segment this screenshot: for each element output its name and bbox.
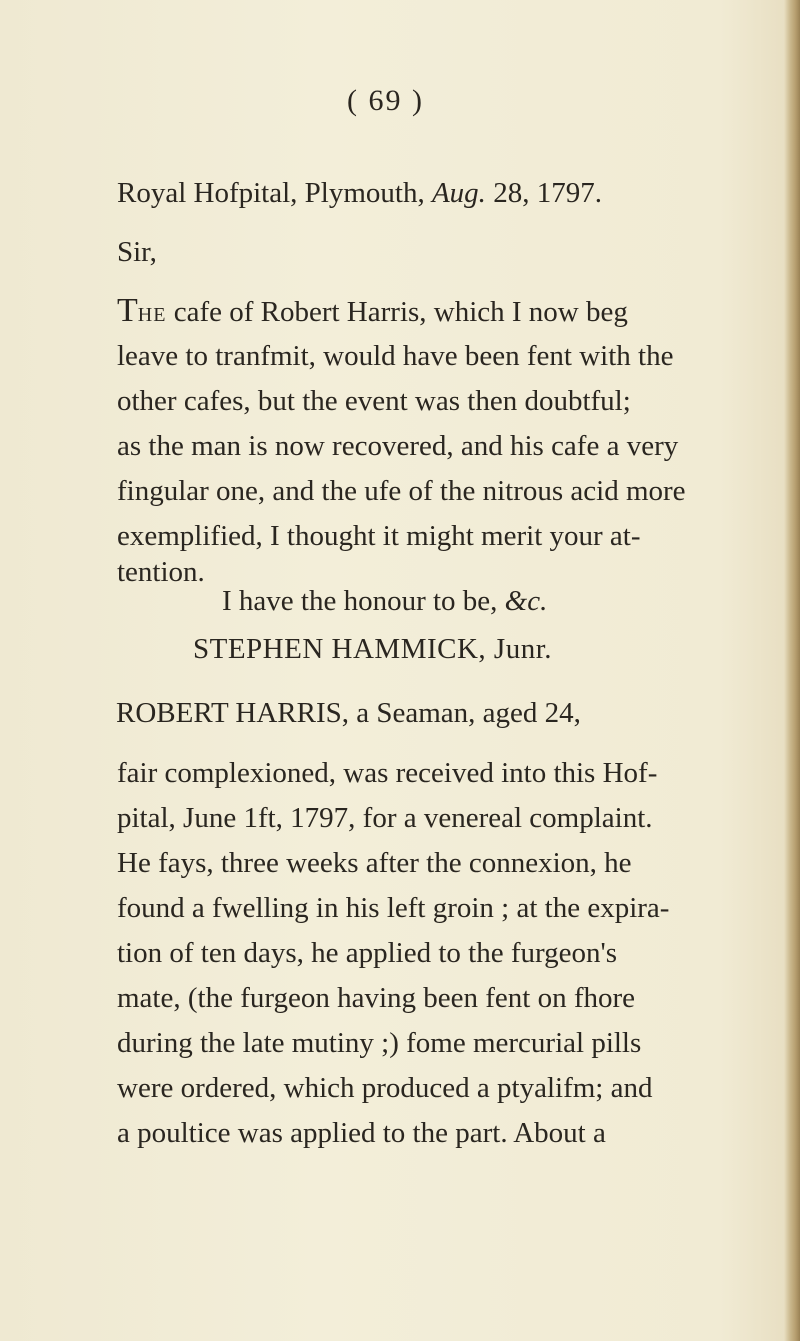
- salutation: Sir,: [117, 236, 157, 268]
- case-line-text: a Seaman, aged 24,: [356, 697, 581, 729]
- letter-heading: [117, 176, 602, 210]
- case-line: a poultice was applied to the part. About a: [117, 1117, 606, 1149]
- heading-place: Royal Hofpital, Plymouth,: [117, 177, 425, 209]
- case-line: during the late mutiny ;) fome mercurial pills: [117, 1027, 642, 1059]
- signature: STEPHEN HAMMICK, Junr.: [193, 633, 553, 665]
- small-caps-word: HE: [137, 304, 167, 326]
- case-line: found a fwelling in his left groin ; at the expira-: [117, 892, 670, 924]
- signoff-text: I have the honour to be,: [222, 585, 498, 617]
- case-line: were ordered, which produced a ptyalifm; and: [117, 1072, 653, 1104]
- letter-line: tention.: [117, 556, 205, 588]
- letter-line-text: cafe of Robert Harris, which I now beg: [173, 296, 628, 328]
- case-line: He fays, three weeks after the connexion, he: [117, 847, 632, 879]
- signoff-etc: &c.: [504, 585, 548, 617]
- letter-line: fingular one, and the ufe of the nitrous acid more: [117, 475, 686, 507]
- letter-line: other cafes, but the event was then doubtful;: [117, 385, 631, 417]
- letter-line: as the man is now recovered, and his cafe a very: [117, 430, 679, 462]
- drop-initial: T: [117, 292, 138, 329]
- case-line: mate, (the furgeon having been fent on fhore: [117, 982, 636, 1014]
- page-edge: [784, 0, 800, 1341]
- case-line: fair complexioned, was received into this Hof-: [117, 757, 658, 789]
- case-line: tion of ten days, he applied to the furgeon's: [117, 937, 617, 969]
- case-line: pital, June 1ft, 1797, for a venereal complaint.: [117, 802, 653, 834]
- letter-line: leave to tranfmit, would have been fent with the: [117, 340, 674, 372]
- signoff: [222, 584, 547, 618]
- heading-month: Aug.: [431, 177, 486, 209]
- page-number: ( 69 ): [347, 84, 424, 117]
- heading-date: 28, 1797.: [493, 177, 602, 209]
- patient-name: ROBERT HARRIS,: [116, 697, 349, 729]
- letter-line: exemplified, I thought it might merit your at-: [117, 520, 641, 552]
- case-line: [116, 696, 581, 730]
- letter-line: [117, 294, 628, 332]
